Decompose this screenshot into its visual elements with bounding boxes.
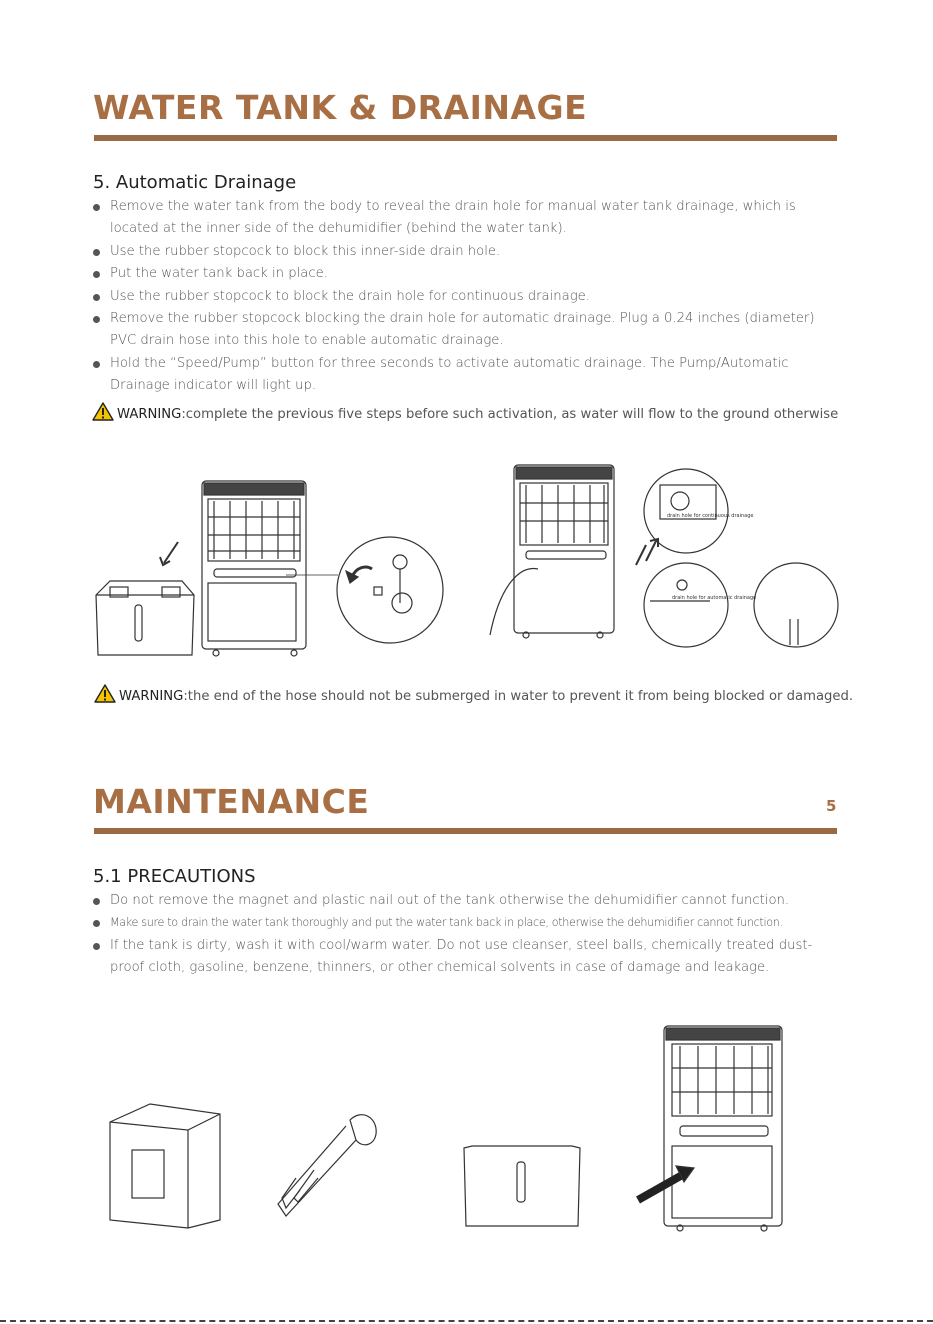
list-item: Do not remove the magnet and plastic nail out of the tank otherwise the dehumidifier cannot function.	[93, 890, 840, 912]
arrow-icon	[636, 545, 646, 565]
magnet-illustration	[110, 1104, 220, 1228]
hose-end-zoom	[754, 563, 838, 647]
dehumidifier-tank-slot-illustration	[638, 1026, 782, 1231]
list-item: Put the water tank back in place.	[93, 263, 840, 285]
section-title-water-tank: WATER TANK & DRAINAGE	[93, 88, 588, 127]
warning-triangle-icon	[94, 684, 116, 703]
list-item: Make sure to drain the water tank thoroughly and put the water tank back in place, otherwise the dehumidifier cannot function.	[93, 912, 840, 934]
warning-notice-activation	[92, 402, 838, 422]
dehumidifier-with-hose-illustration	[490, 465, 614, 638]
dehumidifier-illustration	[202, 481, 306, 656]
drainage-illustrations	[90, 465, 845, 665]
list-item: If the tank is dirty, wash it with cool/warm water. Do not use cleanser, steel balls, chemically treated dust-proof cloth, gasoline, benzene, thinners, or other chemical solvents in case of damage and leakage.	[93, 935, 840, 980]
drainage-steps-list	[93, 196, 840, 398]
warning-label: WARNING	[119, 689, 184, 704]
drain-hole-zoom-illustration	[337, 537, 443, 643]
warning-label: WARNING	[117, 407, 182, 422]
warning-notice-hose	[94, 684, 853, 704]
automatic-drain-zoom	[644, 563, 728, 647]
page-bottom-border	[0, 1320, 933, 1324]
section-divider	[94, 135, 837, 141]
page-number: 5	[826, 797, 837, 815]
list-item: Use the rubber stopcock to block the drain hole for continuous drainage.	[93, 286, 840, 308]
water-tank-illustration	[96, 581, 194, 655]
callout-automatic-drain: drain hole for automatic drainage	[672, 595, 757, 601]
plastic-nail-illustration	[278, 1115, 376, 1216]
warning-text: :complete the previous five steps before such activation, as water will flow to the ground otherwise	[181, 407, 839, 422]
section-divider	[94, 828, 837, 834]
section-title-maintenance: MAINTENANCE	[93, 782, 370, 821]
maintenance-illustrations	[100, 1022, 800, 1237]
subsection-title-automatic-drainage: 5. Automatic Drainage	[93, 172, 297, 193]
callout-continuous-drain: drain hole for continuous drainage	[667, 513, 754, 519]
subsection-title-precautions: 5.1 PRECAUTIONS	[93, 866, 256, 887]
list-item: Hold the “Speed/Pump” button for three seconds to activate automatic drainage. The Pump/Automatic Drainage indicator will light up.	[93, 353, 840, 398]
arrow-icon	[164, 542, 178, 563]
precautions-list	[93, 890, 840, 980]
list-item: Use the rubber stopcock to block this inner-side drain hole.	[93, 241, 840, 263]
warning-triangle-icon	[92, 402, 114, 421]
water-tank-clean-illustration	[464, 1146, 580, 1226]
list-item: Remove the water tank from the body to reveal the drain hole for manual water tank drainage, which is located at the inner side of the dehumidifier (behind the water tank).	[93, 196, 840, 241]
list-item: Remove the rubber stopcock blocking the drain hole for automatic drainage. Plug a 0.24 inches (diameter) PVC drain hose into this hole to enable automatic drainage.	[93, 308, 840, 353]
warning-text: :the end of the hose should not be submerged in water to prevent it from being blocked or damaged.	[183, 689, 854, 704]
